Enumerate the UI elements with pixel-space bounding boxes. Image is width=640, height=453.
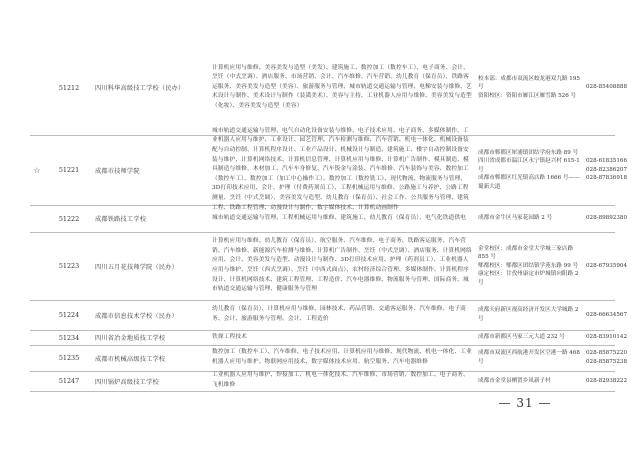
- school-code: 51234: [58, 333, 80, 342]
- school-majors: 工业机器人应用与维护、焊接加工、机电一体化技术、汽车维修、市场营销、数控加工、电子商务、飞机维修: [212, 372, 469, 388]
- phone-number: 028-66634567: [586, 311, 628, 318]
- table-row: [30, 330, 628, 346]
- school-code: 51247: [58, 377, 80, 385]
- school-code: 51212: [58, 83, 80, 92]
- school-address: 成都天府新区视高经济开发区大学城路 2 号: [478, 307, 581, 322]
- school-phone: [586, 300, 640, 330]
- school-phone: [586, 345, 640, 371]
- school-majors: 幼儿教育（保育员）、计算机应用与维修、园林技术、药品营销、交通客运服务、汽车维修、电子商务、会计、旅游服务与管理、会计、工程造价: [212, 306, 466, 322]
- phone-number: 028-85875238: [586, 359, 628, 365]
- school-phone: [586, 40, 640, 135]
- phone-number: 028-87836918: [586, 175, 628, 182]
- school-majors: 数控加工（数控车工）、汽车维修、电子技术应用、计算机应用与维修、现代物流、机电一体化、工业机器人应用与维护、物联网应用技术、数字媒体技术应用、航空服务、汽车电器维修: [212, 349, 472, 365]
- star-icon: ☆: [33, 165, 41, 175]
- school-majors: 铁探工程技术: [212, 333, 248, 340]
- school-code: 51222: [58, 214, 80, 223]
- school-address: 成都市新都区马家三元大道 232 号: [478, 334, 565, 341]
- school-address: 成都市金牛区马家花园路 2 号: [478, 215, 553, 222]
- school-address: 校本部：成都市双流区蛟龙港双九路 195 号 资阳校区：资阳市雁江区雁雪路 526 号: [478, 75, 580, 99]
- school-address: 成都市郫都区犀浦镇团结学府东路 89 号 四川省成都市温江区永宁镇赵兴村 615-1 号 成都市郫都区红光镇高店路 1666 号——蜀新大道: [478, 149, 580, 190]
- phone-number: 028-85408888: [586, 84, 628, 91]
- school-phone: [586, 330, 640, 345]
- table-row: [30, 300, 628, 331]
- phone-number: 028-82386207: [586, 166, 628, 173]
- school-code: 51223: [58, 262, 80, 270]
- school-name: 成都市技师学院: [95, 167, 140, 175]
- school-name: 四川科华高级技工学校（民办）: [95, 85, 185, 92]
- table-row: [30, 205, 628, 233]
- school-phone: [586, 232, 640, 300]
- school-name: 成都市机械高级技工学校: [95, 355, 166, 363]
- page-number: — 31 —: [498, 396, 552, 410]
- school-majors: 城市轨道交通运输与管理、电气自动化设备安装与维修、电子技术应用、电子商务、多媒体制作、工业机器人应用与维护、工业设计、园艺管理、汽车检测与维修、汽车营销、机电一体化、机械设备装配与自动控制、计算机程序设计、工业产品设计、机械设计与制造、建筑施工、楼宇自动控制设备安装与维护、计算机网络技术、计算机信息管理、计算机应用与维修、计算机广告制作、模具制造、模具制造与维修、木材加工、汽车车身修复、汽车钣金与涂装、汽车维修、汽车装饰与美容、数控加工（数控车工）、数控加工（加工中心操作工）、数控加工（数控铣工）、现代物流、物流服务与管理、3D打印技术应用、会计、护理（付费药剂员工）、工程机械运用与维修、公路施工与养护、公路工程测量、烹饪（中式烹调）、美容美发与造型、幼儿教育（保育员）、社会工作、公共服务与管理、建筑工程、铁路工程管理、动漫设计与制作、数字媒体技术、计算机动画制作: [212, 127, 469, 211]
- school-majors: 计算机应用与维修、美容美发与造型（美发）、建筑施工、数控加工（数控车工）、电子商务、会计、烹饪（中式烹调）、酒店服务、市场营销、会计、汽车维修、汽车营销、幼儿教育（保育员）、铁路客运服务、美容美发与造型（美容）、旅游服务与管理、城市轨道交通运输与管理、电梯安装与维修、艺术设计与制作、美术设计与制作（装潢美术）、美容与主持、工业机器人应用与维修、美容美发与造型（化妆）、美容美发与造型（美容）: [212, 64, 472, 109]
- school-majors: 城市轨道交通运输与管理、工程机械运用与维修、建筑施工、幼儿教育（保育员）、电气化铁道供电: [212, 214, 466, 221]
- school-address: 金堂校区：成都市金堂大学城三家店路 855 号 郫都校区：郫都区团结镇学苑东路 99 号 康定校区：甘孜州康定市炉城镇向阳路 2 号: [478, 245, 579, 286]
- phone-number: 028-89892380: [586, 215, 628, 222]
- table-row: [30, 232, 628, 301]
- table-row: [30, 40, 628, 136]
- school-code: 51221: [58, 166, 80, 174]
- school-address: 成都市双流区西航港开发区空港一路 468 号: [478, 350, 582, 365]
- table-row: [30, 345, 628, 372]
- school-code: 51224: [58, 311, 80, 319]
- school-majors: 计算机应用与维修、幼儿教育（保育员）、航空服务、汽车维修、电子商务、铁路客运服务、汽车营销、汽车维修、新能源汽车检测与维修、计算机广告制作、烹饪（中式烹调）、酒店服务、计算机网络应用、会计、美容美发与造型、动漫设计与制作、3D打印技术应用、护理（药剂员工）、工业机器人应用与维护、烹饪（西式烹调）、烹饪（中西式面点）、农村经济综合管理、多媒体制作、计算机程序设计、计算机网络技术、建筑工程管理、工程造价、汽车电器维修、物流服务与管理、国际商务、城市轨道交通运输与管理、健康服务与管理: [212, 238, 472, 293]
- school-name: 四川五月花技师学院（民办）: [95, 263, 179, 271]
- school-name: 四川锅炉高级技工学校: [95, 378, 159, 386]
- school-address: 成都市金堂县栖贤乡凤新子村: [478, 377, 551, 384]
- phone-number: 028-61835166: [586, 158, 628, 165]
- phone-number: 028-83910142: [586, 334, 628, 341]
- school-phone: [586, 135, 640, 205]
- school-phone: [586, 205, 640, 232]
- phone-number: 028-82938222: [586, 377, 628, 384]
- school-name: 四川省冶金地质技工学校: [95, 335, 166, 342]
- table-row: [30, 371, 628, 392]
- school-name: 成都市信息技术学校（民办）: [95, 312, 179, 320]
- school-phone: [586, 371, 640, 391]
- phone-number: 028-85875220: [586, 350, 628, 357]
- table-row: [30, 127, 628, 211]
- school-code: 51235: [58, 354, 80, 362]
- phone-number: 028-67935904: [586, 262, 628, 269]
- school-name: 成都铁路技工学校: [95, 216, 147, 223]
